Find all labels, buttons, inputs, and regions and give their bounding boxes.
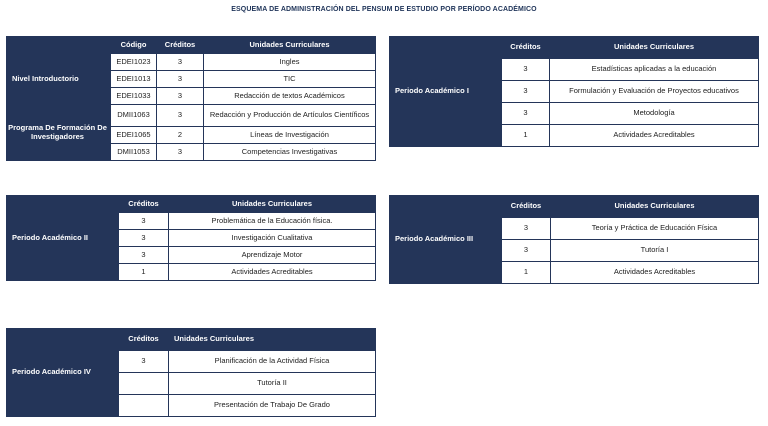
periodo-2-table <box>6 195 376 281</box>
intro-header-creditos: Créditos <box>157 37 204 54</box>
intro-table <box>6 36 376 161</box>
intro-cell-creditos: 3 <box>157 144 204 161</box>
p2-cell-unidad: Aprendizaje Motor <box>169 247 376 264</box>
p4-cell-unidad: Tutoría II <box>169 373 376 395</box>
periodo-1-table <box>389 36 759 147</box>
p3-header-creditos: Créditos <box>502 196 551 218</box>
intro-cell-codigo: EDEI1033 <box>111 88 157 105</box>
intro-cell-codigo: EDEI1065 <box>111 127 157 144</box>
label-periodo-1: Periodo Académico I <box>390 37 502 147</box>
intro-cell-codigo: DMII1053 <box>111 144 157 161</box>
p1-cell-creditos: 1 <box>502 125 550 147</box>
p2-cell-unidad: Problemática de la Educación física. <box>169 213 376 230</box>
p1-cell-creditos: 3 <box>502 81 550 103</box>
p2-header-creditos: Créditos <box>119 196 169 213</box>
intro-header-unidades: Unidades Curriculares <box>204 37 376 54</box>
label-periodo-3: Periodo Académico III <box>390 196 502 284</box>
intro-cell-creditos: 3 <box>157 71 204 88</box>
p3-cell-creditos: 1 <box>502 262 551 284</box>
intro-header-codigo: Código <box>111 37 157 54</box>
p1-cell-unidad: Actividades Acreditables <box>550 125 759 147</box>
p1-cell-unidad: Metodología <box>550 103 759 125</box>
p2-cell-unidad: Actividades Acreditables <box>169 264 376 281</box>
p3-cell-unidad: Tutoría I <box>551 240 759 262</box>
p4-header-unidades: Unidades Curriculares <box>169 329 376 351</box>
label-periodo-2: Periodo Académico II <box>7 196 119 281</box>
p3-cell-unidad: Teoría y Práctica de Educación Física <box>551 218 759 240</box>
intro-cell-codigo: EDEI1013 <box>111 71 157 88</box>
intro-cell-codigo: DMII1063 <box>111 105 157 127</box>
p4-cell-creditos <box>119 373 169 395</box>
intro-cell-unidad: Ingles <box>204 54 376 71</box>
p2-cell-creditos: 3 <box>119 213 169 230</box>
intro-cell-unidad: Redacción y Producción de Artículos Científicos <box>204 105 376 127</box>
p4-cell-creditos: 3 <box>119 351 169 373</box>
p3-header-unidades: Unidades Curriculares <box>551 196 759 218</box>
label-nivel-introductorio: Nivel Introductorio <box>7 54 111 105</box>
intro-cell-unidad: Redacción de textos Académicos <box>204 88 376 105</box>
p3-cell-creditos: 3 <box>502 218 551 240</box>
intro-header-blank <box>7 37 111 54</box>
p2-cell-creditos: 3 <box>119 247 169 264</box>
p2-header-unidades: Unidades Curriculares <box>169 196 376 213</box>
p1-header-unidades: Unidades Curriculares <box>550 37 759 59</box>
p2-cell-unidad: Investigación Cualitativa <box>169 230 376 247</box>
p4-cell-creditos <box>119 395 169 417</box>
p2-cell-creditos: 1 <box>119 264 169 281</box>
intro-cell-creditos: 2 <box>157 127 204 144</box>
intro-cell-creditos: 3 <box>157 88 204 105</box>
intro-cell-creditos: 3 <box>157 105 204 127</box>
p2-cell-creditos: 3 <box>119 230 169 247</box>
page-title: ESQUEMA DE ADMINISTRACIÓN DEL PENSUM DE ESTUDIO POR PERÍODO ACADÉMICO <box>231 6 537 13</box>
p4-header-creditos: Créditos <box>119 329 169 351</box>
intro-cell-creditos: 3 <box>157 54 204 71</box>
p1-cell-unidad: Estadísticas aplicadas a la educación <box>550 59 759 81</box>
label-periodo-4: Periodo Académico IV <box>7 329 119 417</box>
p3-cell-creditos: 3 <box>502 240 551 262</box>
p4-cell-unidad: Planificación de la Actividad Física <box>169 351 376 373</box>
intro-cell-unidad: Líneas de Investigación <box>204 127 376 144</box>
intro-cell-codigo: EDEI1023 <box>111 54 157 71</box>
periodo-4-table <box>6 328 376 417</box>
intro-cell-unidad: Competencias Investigativas <box>204 144 376 161</box>
intro-cell-unidad: TIC <box>204 71 376 88</box>
p1-header-creditos: Créditos <box>502 37 550 59</box>
periodo-3-table <box>389 195 759 284</box>
p4-cell-unidad: Presentación de Trabajo De Grado <box>169 395 376 417</box>
p1-cell-unidad: Formulación y Evaluación de Proyectos educativos <box>550 81 759 103</box>
p1-cell-creditos: 3 <box>502 103 550 125</box>
p1-cell-creditos: 3 <box>502 59 550 81</box>
label-programa-formacion: Programa De Formación De Investigadores <box>7 105 111 161</box>
p3-cell-unidad: Actividades Acreditables <box>551 262 759 284</box>
